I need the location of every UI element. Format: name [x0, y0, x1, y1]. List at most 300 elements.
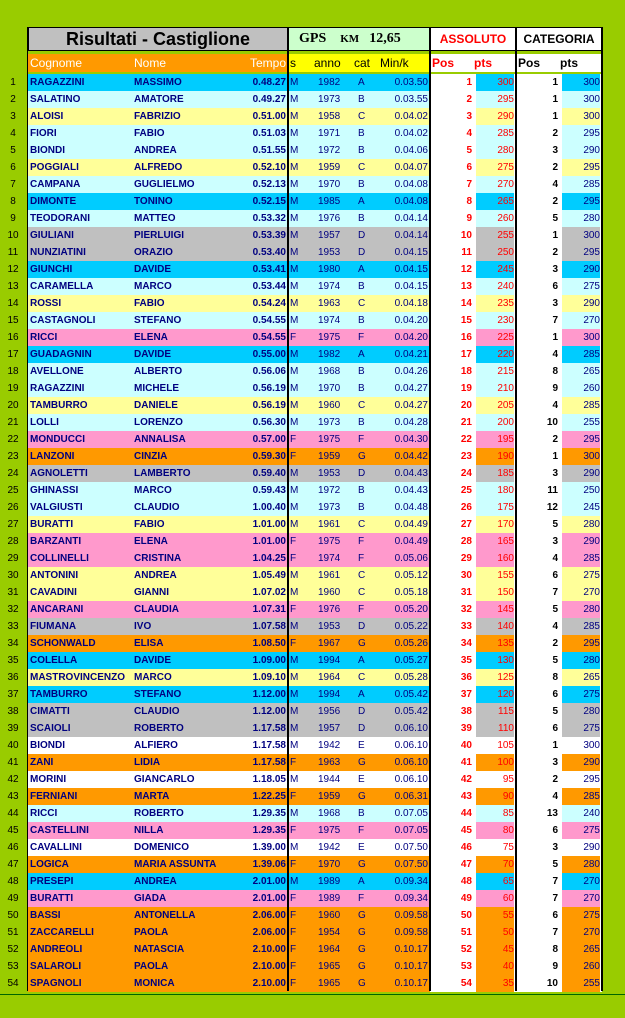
cell-cognome: RICCI [30, 332, 58, 343]
cell-anno: 1944 [318, 774, 341, 785]
cell-categoria: B [358, 808, 365, 819]
cell-min-km: 0.09.58 [394, 910, 428, 921]
cell-pos: 37 [460, 689, 472, 700]
cell-categoria: B [358, 179, 365, 190]
cell-tempo: 0.53.41 [252, 264, 286, 275]
row-number: 12 [7, 264, 19, 275]
cell-nome: GIADA [134, 893, 167, 904]
cell-min-km: 0.04.42 [394, 451, 428, 462]
cell-cognome: GIUNCHI [30, 264, 73, 275]
cell-pos: 33 [460, 621, 472, 632]
cell-sesso: M [290, 162, 299, 173]
cell-anno: 1957 [318, 723, 341, 734]
cell-cognome: GUADAGNIN [30, 349, 92, 360]
cell-min-km: 0.05.27 [394, 655, 428, 666]
cell-categoria: B [358, 145, 365, 156]
cell-cat-pos: 1 [552, 77, 558, 88]
cell-tempo: 0.56.30 [252, 417, 286, 428]
cell-tempo: 1.08.50 [252, 638, 286, 649]
cell-tempo: 0.52.13 [252, 179, 286, 190]
cell-categoria: F [358, 604, 365, 615]
cell-min-km: 0.04.15 [394, 247, 428, 258]
cell-categoria: D [358, 621, 366, 632]
cell-pts: 90 [476, 788, 514, 805]
cell-pts: 175 [476, 499, 514, 516]
cell-cat-pos: 6 [552, 825, 558, 836]
row-number: 41 [7, 757, 19, 768]
cell-min-km: 0.05.18 [394, 587, 428, 598]
cell-anno: 1958 [318, 111, 341, 122]
cell-min-km: 0.05.12 [394, 570, 428, 581]
col-tempo: Tempo [249, 56, 286, 70]
cell-cat-pos: 5 [552, 519, 558, 530]
row-number: 23 [7, 451, 19, 462]
cell-cat-pts: 270 [562, 584, 600, 601]
cell-categoria: G [358, 978, 366, 989]
cell-cognome: CAVADINI [30, 587, 77, 598]
cell-sesso: F [290, 825, 297, 836]
cell-pts: 115 [476, 703, 514, 720]
row-number: 36 [7, 672, 19, 683]
cell-cat-pos: 7 [552, 587, 558, 598]
cell-anno: 1960 [318, 400, 341, 411]
cell-min-km: 0.04.08 [394, 179, 428, 190]
cell-cat-pos: 1 [552, 332, 558, 343]
cell-min-km: 0.04.18 [394, 298, 428, 309]
row-number: 3 [10, 111, 16, 122]
cell-pts: 165 [476, 533, 514, 550]
cell-categoria: B [358, 128, 365, 139]
cell-cognome: NUNZIATINI [30, 247, 86, 258]
col-cpts: pts [560, 56, 578, 70]
row-number: 34 [7, 638, 19, 649]
cell-anno: 1953 [318, 468, 341, 479]
cell-sesso: M [290, 111, 299, 122]
cell-categoria: A [358, 689, 365, 700]
cell-cat-pts: 255 [562, 414, 600, 431]
cell-cat-pos: 11 [547, 485, 558, 496]
row-number: 5 [10, 145, 16, 156]
row-number: 48 [7, 876, 19, 887]
divider [287, 27, 289, 991]
cell-nome: MARCO [134, 281, 172, 292]
cell-nome: ANNALISA [134, 434, 186, 445]
cell-pos: 2 [466, 94, 472, 105]
cell-categoria: D [358, 723, 366, 734]
cell-pos: 22 [460, 434, 472, 445]
cell-cat-pts: 295 [562, 635, 600, 652]
row-number: 18 [7, 366, 19, 377]
cell-cat-pos: 5 [552, 859, 558, 870]
cell-pts: 85 [476, 805, 514, 822]
cell-cat-pts: 255 [562, 975, 600, 992]
cell-pos: 36 [460, 672, 472, 683]
cell-anno: 1970 [318, 859, 341, 870]
cell-nome: NILLA [134, 825, 164, 836]
cell-pts: 290 [476, 108, 514, 125]
cell-tempo: 1.17.58 [252, 740, 286, 751]
cell-sesso: M [290, 315, 299, 326]
cell-categoria: B [358, 366, 365, 377]
cell-pts: 210 [476, 380, 514, 397]
cell-pts: 180 [476, 482, 514, 499]
cell-pos: 34 [460, 638, 472, 649]
cell-cat-pos: 1 [552, 451, 558, 462]
row-number: 19 [7, 383, 19, 394]
row-number: 2 [10, 94, 16, 105]
cell-pts: 170 [476, 516, 514, 533]
cell-categoria: G [358, 927, 366, 938]
cell-cat-pts: 295 [562, 244, 600, 261]
cell-pts: 275 [476, 159, 514, 176]
cell-nome: ALBERTO [134, 366, 183, 377]
row-number: 31 [7, 587, 19, 598]
cell-nome: AMATORE [134, 94, 184, 105]
cell-cat-pts: 300 [562, 74, 600, 91]
cell-pts: 140 [476, 618, 514, 635]
cell-sesso: M [290, 842, 299, 853]
cell-pos: 27 [460, 519, 472, 530]
cell-sesso: M [290, 145, 299, 156]
cell-cat-pts: 280 [562, 516, 600, 533]
cell-categoria: B [358, 281, 365, 292]
cell-cat-pts: 290 [562, 839, 600, 856]
cell-nome: ROBERTO [134, 723, 184, 734]
cell-min-km: 0.04.27 [394, 400, 428, 411]
cell-tempo: 1.39.06 [252, 859, 286, 870]
cell-categoria: C [358, 162, 366, 173]
cell-pts: 250 [476, 244, 514, 261]
cell-cat-pts: 280 [562, 856, 600, 873]
cell-pos: 7 [466, 179, 472, 190]
cell-categoria: B [358, 94, 365, 105]
cell-pts: 235 [476, 295, 514, 312]
cell-min-km: 0.07.50 [394, 842, 428, 853]
cell-min-km: 0.06.10 [394, 723, 428, 734]
cell-min-km: 0.09.34 [394, 893, 428, 904]
cell-nome: PAOLA [134, 927, 169, 938]
cell-cat-pos: 4 [552, 553, 558, 564]
cell-pos: 46 [460, 842, 472, 853]
cell-sesso: F [290, 927, 297, 938]
cell-tempo: 1.17.58 [252, 757, 286, 768]
cell-nome: DAVIDE [134, 655, 172, 666]
cell-tempo: 1.17.58 [252, 723, 286, 734]
row-number: 37 [7, 689, 19, 700]
row-number: 39 [7, 723, 19, 734]
cell-pos: 3 [466, 111, 472, 122]
cell-cat-pts: 265 [562, 363, 600, 380]
cell-anno: 1973 [318, 417, 341, 428]
cell-tempo: 0.53.44 [252, 281, 286, 292]
cell-pts: 205 [476, 397, 514, 414]
cell-nome: CINZIA [134, 451, 168, 462]
cell-tempo: 0.56.06 [252, 366, 286, 377]
cell-categoria: B [358, 485, 365, 496]
row-number: 54 [7, 978, 19, 989]
cell-tempo: 0.53.32 [252, 213, 286, 224]
cell-pos: 29 [460, 553, 472, 564]
cell-anno: 1974 [318, 553, 341, 564]
cell-anno: 1965 [318, 978, 341, 989]
cell-nome: DANIELE [134, 400, 178, 411]
cell-pos: 4 [466, 128, 472, 139]
cell-pos: 32 [460, 604, 472, 615]
cell-pos: 44 [460, 808, 472, 819]
cell-cat-pos: 7 [552, 315, 558, 326]
row-number: 38 [7, 706, 19, 717]
cell-sesso: F [290, 961, 297, 972]
footer-bar [0, 994, 625, 1018]
cell-cat-pts: 270 [562, 873, 600, 890]
cell-min-km: 0.05.42 [394, 689, 428, 700]
row-number: 28 [7, 536, 19, 547]
col-mink: Min/k [380, 56, 409, 70]
cell-sesso: M [290, 247, 299, 258]
cell-categoria: F [358, 553, 365, 564]
cell-nome: ELISA [134, 638, 164, 649]
cell-tempo: 2.06.00 [252, 910, 286, 921]
cell-cat-pts: 290 [562, 465, 600, 482]
cell-cat-pos: 5 [552, 604, 558, 615]
cell-min-km: 0.06.31 [394, 791, 428, 802]
cell-min-km: 0.04.08 [394, 196, 428, 207]
cell-anno: 1975 [318, 434, 341, 445]
cell-pts: 100 [476, 754, 514, 771]
cell-nome: LAMBERTO [134, 468, 191, 479]
cell-pos: 15 [460, 315, 472, 326]
cell-pts: 70 [476, 856, 514, 873]
cell-cat-pos: 13 [546, 808, 558, 819]
col-anno: anno [314, 56, 341, 70]
cell-min-km: 0.10.17 [394, 944, 428, 955]
cell-cognome: MASTROVINCENZO [30, 672, 125, 683]
cell-sesso: F [290, 434, 297, 445]
cell-sesso: M [290, 587, 299, 598]
cell-cat-pts: 270 [562, 312, 600, 329]
cell-pos: 12 [460, 264, 472, 275]
cell-cognome: LOGICA [30, 859, 69, 870]
row-number: 27 [7, 519, 19, 530]
divider [27, 27, 28, 991]
cell-cat-pos: 6 [552, 570, 558, 581]
cell-anno: 1994 [318, 655, 341, 666]
cell-min-km: 0.07.05 [394, 808, 428, 819]
cell-anno: 1942 [318, 842, 341, 853]
row-number: 14 [7, 298, 19, 309]
cell-cognome: ANCARANI [30, 604, 84, 615]
cell-tempo: 0.56.19 [252, 383, 286, 394]
col-cognome: Cognome [30, 56, 83, 70]
row-number: 21 [7, 417, 19, 428]
cell-cat-pts: 275 [562, 822, 600, 839]
cell-cat-pos: 4 [552, 621, 558, 632]
cell-tempo: 1.29.35 [252, 825, 286, 836]
cell-pts: 45 [476, 941, 514, 958]
cell-cognome: AGNOLETTI [30, 468, 88, 479]
cell-anno: 1971 [318, 128, 341, 139]
cell-cognome: VALGIUSTI [30, 502, 83, 513]
cell-tempo: 0.54.24 [252, 298, 286, 309]
divider [515, 27, 517, 991]
cell-min-km: 0.07.05 [394, 825, 428, 836]
cell-pts: 55 [476, 907, 514, 924]
cell-min-km: 0.09.34 [394, 876, 428, 887]
row-number: 10 [7, 230, 19, 241]
cell-cat-pts: 290 [562, 754, 600, 771]
col-nome: Nome [134, 56, 167, 70]
gps-label: GPS [299, 31, 327, 46]
cell-cognome: RAGAZZINI [30, 77, 85, 88]
cell-cognome: FERNIANI [30, 791, 78, 802]
cell-pos: 35 [460, 655, 472, 666]
cell-nome: FABRIZIO [134, 111, 181, 122]
cell-cognome: GHINASSI [30, 485, 79, 496]
cell-sesso: M [290, 621, 299, 632]
cell-categoria: E [358, 842, 365, 853]
cell-categoria: G [358, 910, 366, 921]
cell-min-km: 0.04.43 [394, 468, 428, 479]
cell-anno: 1970 [318, 383, 341, 394]
cell-cognome: CAVALLINI [30, 842, 82, 853]
row-number: 20 [7, 400, 19, 411]
cell-tempo: 0.51.55 [252, 145, 286, 156]
cell-cat-pts: 260 [562, 380, 600, 397]
cell-sesso: M [290, 672, 299, 683]
cell-cognome: ZANI [30, 757, 54, 768]
cell-min-km: 0.07.50 [394, 859, 428, 870]
cell-sesso: M [290, 655, 299, 666]
cell-anno: 1961 [318, 519, 341, 530]
cell-sesso: M [290, 366, 299, 377]
cell-cat-pts: 285 [562, 550, 600, 567]
cell-anno: 1953 [318, 621, 341, 632]
cell-pts: 255 [476, 227, 514, 244]
row-number: 26 [7, 502, 19, 513]
cell-cat-pos: 6 [552, 281, 558, 292]
cell-categoria: G [358, 859, 366, 870]
cell-pos: 17 [460, 349, 472, 360]
cell-min-km: 0.04.43 [394, 485, 428, 496]
cell-cognome: SCHONWALD [30, 638, 96, 649]
cell-tempo: 0.49.27 [252, 94, 286, 105]
cell-cat-pos: 5 [552, 655, 558, 666]
cell-nome: FABIO [134, 519, 165, 530]
cell-cat-pos: 2 [552, 638, 558, 649]
cell-min-km: 0.06.10 [394, 774, 428, 785]
cell-pts: 295 [476, 91, 514, 108]
row-number: 6 [10, 162, 16, 173]
cell-cat-pts: 250 [562, 482, 600, 499]
cell-pos: 31 [460, 587, 472, 598]
cell-pos: 39 [460, 723, 472, 734]
cell-cat-pos: 2 [552, 162, 558, 173]
cell-pts: 200 [476, 414, 514, 431]
cell-tempo: 2.01.00 [252, 876, 286, 887]
cell-categoria: C [358, 519, 366, 530]
cell-anno: 1968 [318, 808, 341, 819]
cell-cat-pts: 285 [562, 618, 600, 635]
cell-cat-pts: 275 [562, 686, 600, 703]
col-s: s [290, 56, 296, 70]
cell-nome: ROBERTO [134, 808, 184, 819]
row-number: 7 [10, 179, 16, 190]
cell-cat-pos: 7 [552, 927, 558, 938]
cell-pos: 18 [460, 366, 472, 377]
cell-cat-pts: 295 [562, 125, 600, 142]
cell-cognome: FIORI [30, 128, 57, 139]
cell-tempo: 0.48.27 [252, 77, 286, 88]
cell-nome: ORAZIO [134, 247, 173, 258]
cell-cat-pts: 270 [562, 890, 600, 907]
row-number: 33 [7, 621, 19, 632]
cell-tempo: 1.07.58 [252, 621, 286, 632]
cell-anno: 1976 [318, 213, 341, 224]
cell-pos: 48 [460, 876, 472, 887]
cell-tempo: 1.12.00 [252, 706, 286, 717]
cell-categoria: D [358, 468, 366, 479]
cell-cat-pos: 6 [552, 689, 558, 700]
cell-cat-pos: 3 [552, 757, 558, 768]
cell-pts: 130 [476, 652, 514, 669]
cell-categoria: F [358, 893, 365, 904]
cell-sesso: M [290, 77, 299, 88]
cell-sesso: M [290, 876, 299, 887]
cell-cat-pts: 300 [562, 91, 600, 108]
cell-nome: PIERLUIGI [134, 230, 185, 241]
cell-anno: 1957 [318, 230, 341, 241]
cell-cat-pts: 295 [562, 159, 600, 176]
cell-cognome: MONDUCCI [30, 434, 85, 445]
cell-min-km: 0.05.28 [394, 672, 428, 683]
cell-cat-pos: 8 [552, 672, 558, 683]
cell-sesso: M [290, 213, 299, 224]
cell-anno: 1970 [318, 179, 341, 190]
cell-anno: 1960 [318, 910, 341, 921]
cell-anno: 1989 [318, 876, 341, 887]
cell-cat-pos: 10 [546, 978, 558, 989]
cell-pos: 16 [460, 332, 472, 343]
row-number: 4 [10, 128, 16, 139]
cell-categoria: G [358, 944, 366, 955]
cell-pos: 53 [460, 961, 472, 972]
cell-categoria: G [358, 961, 366, 972]
cell-pts: 105 [476, 737, 514, 754]
cell-pts: 265 [476, 193, 514, 210]
row-number: 24 [7, 468, 19, 479]
cell-anno: 1963 [318, 757, 341, 768]
cell-nome: MONICA [134, 978, 175, 989]
cell-sesso: M [290, 468, 299, 479]
cell-cat-pts: 300 [562, 227, 600, 244]
cell-min-km: 0.05.26 [394, 638, 428, 649]
cell-sesso: F [290, 536, 297, 547]
cell-tempo: 2.06.00 [252, 927, 286, 938]
cell-pts: 220 [476, 346, 514, 363]
cell-cat-pts: 240 [562, 805, 600, 822]
cell-min-km: 0.10.17 [394, 978, 428, 989]
divider [601, 27, 603, 991]
cell-anno: 1956 [318, 706, 341, 717]
cell-categoria: B [358, 502, 365, 513]
cell-pos: 45 [460, 825, 472, 836]
cell-min-km: 0.04.14 [394, 213, 428, 224]
cell-nome: ELENA [134, 536, 168, 547]
gps-header [288, 27, 430, 51]
cell-pos: 11 [461, 247, 472, 258]
cell-pos: 30 [460, 570, 472, 581]
cell-cat-pts: 285 [562, 397, 600, 414]
